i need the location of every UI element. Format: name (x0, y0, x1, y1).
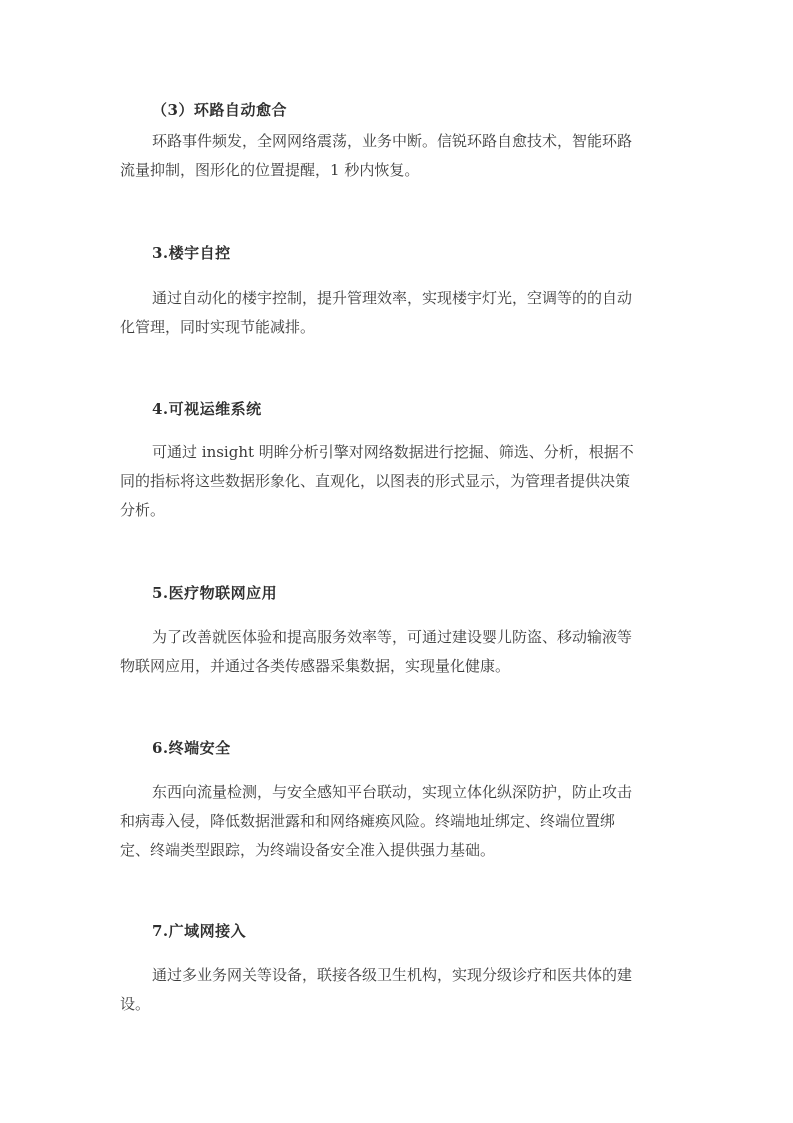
paragraph-line: 定、终端类型跟踪，为终端设备安全准入提供强力基础。 (120, 841, 496, 859)
paragraph-line: 流量抑制，图形化的位置提醒，1 秒内恢复。 (120, 161, 420, 179)
section-paragraph-medical-iot (120, 623, 665, 681)
paragraph-line: 环路事件频发，全网网络震荡，业务中断。信锐环路自愈技术，智能环路 (152, 132, 633, 150)
section-heading-loop-self-healing: （3）环路自动愈合 (152, 101, 287, 119)
paragraph-line: 同的指标将这些数据形象化、直观化，以图表的形式显示，为管理者提供决策 (120, 472, 631, 490)
paragraph-line: 化管理，同时实现节能减排。 (120, 318, 316, 336)
paragraph-line: 通过多业务网关等设备，联接各级卫生机构，实现分级诊疗和医共体的建 (152, 966, 633, 984)
section-heading-wan-access: 7.广域网接入 (152, 922, 247, 940)
section-paragraph-visual-ops-system (120, 438, 665, 525)
section-heading-building-automation: 3.楼宇自控 (152, 244, 231, 262)
paragraph-line: 为了改善就医体验和提高服务效率等，可通过建设婴儿防盗、移动输液等 (152, 628, 633, 646)
paragraph-line: 分析。 (120, 501, 166, 519)
section-heading-medical-iot: 5.医疗物联网应用 (152, 584, 278, 602)
paragraph-line: 和病毒入侵，降低数据泄露和和网络瘫痪风险。终端地址绑定、终端位置绑 (120, 812, 616, 830)
paragraph-line: 通过自动化的楼宇控制，提升管理效率，实现楼宇灯光，空调等的的自动 (152, 289, 633, 307)
paragraph-line: 东西向流量检测，与安全感知平台联动，实现立体化纵深防护，防止攻击 (152, 783, 633, 801)
paragraph-line: 可通过 insight 明眸分析引擎对网络数据进行挖掘、筛选、分析，根据不 (152, 443, 634, 461)
section-paragraph-building-automation (120, 284, 665, 342)
section-paragraph-endpoint-security (120, 778, 665, 865)
section-paragraph-loop-self-healing (120, 127, 665, 185)
paragraph-line: 物联网应用，并通过各类传感器采集数据，实现量化健康。 (120, 657, 511, 675)
section-paragraph-wan-access (120, 961, 665, 1019)
section-heading-endpoint-security: 6.终端安全 (152, 739, 231, 757)
paragraph-line: 设。 (120, 995, 151, 1013)
section-heading-visual-ops-system: 4.可视运维系统 (152, 400, 262, 418)
